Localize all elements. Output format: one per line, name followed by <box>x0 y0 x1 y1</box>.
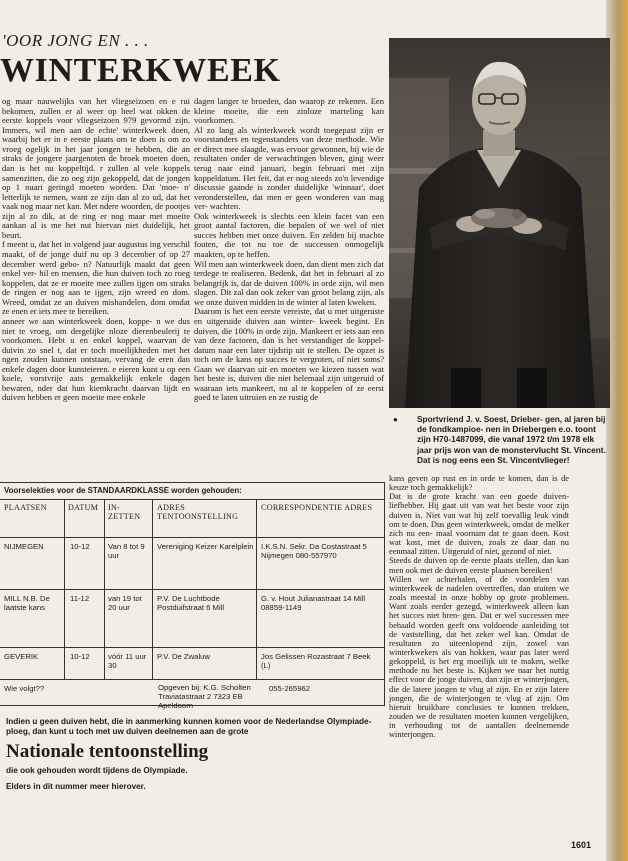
table-cell: G. v. Hout Julianastraat 14 Mill 08859-1149 <box>261 594 366 612</box>
table-cell: Jos Gelissen Rozastraat 7 Beek (L) <box>261 652 371 670</box>
article-headline: WINTERKWEEK <box>0 52 281 89</box>
bullet-icon: ● <box>393 415 398 424</box>
table-footer-phone: 055-265962 <box>269 684 311 693</box>
paragraph: Dat is de grote kracht van een goede duiven- liefhebber. Hij gaat uit van wat het beste voor zijn duiven is. Niet van wat hij zelf toevallig leuk vindt om te doen. Dus geen winterkweek, omdat de melker zich nu een- maal voornam dat te gaan doen. Kost wat kost, met de duiven, zoals ze daar dan nu eenmaal zitten. Uitgeruid of niet, gezond of niet. <box>389 492 569 557</box>
paragraph: Ook winterkweek is slechts een klein facet van een groot aantal factoren, die bepalen of we wel of niet succes hebben met onze duiven. En zelden bij machte fouten, die tot nu toe de successen onmogelijk maakten, op te heffen. <box>194 210 384 259</box>
table-cell: 10-12 <box>70 542 90 551</box>
table-rule <box>0 589 384 590</box>
page-number: 1601 <box>571 840 592 850</box>
table-rule <box>0 679 384 680</box>
table-cell: P.V. De Luchtbode Postduifstraat 6 Mill <box>157 594 225 612</box>
article-kicker: 'OOR JONG EN . . . <box>2 31 149 50</box>
table-footer-contact: Opgeven bij: K.G. Scholten Traviatastraat 2 7323 EB Apeldoorn <box>158 683 251 710</box>
table-footer-left: Wie volgt?? <box>4 684 45 693</box>
table-cell: 11-12 <box>70 594 90 603</box>
paragraph: og maar nauwelijks van het vliegseizoen en e rui bekomen, zullen er al weer op heel wat okken de eerste koppels voor vliegseizoen 979 gevormd zijn. Immers, wil men aan de echte' winterkweek doen, waarbij het er in e eerste plaats om te doen is om zo vroeg ogelijk in het jaar jongen te hebben, die an straks de jongere jaargenoten de broek moeten doen, dan is het nu koppeltijd. r zullen al vele koppels samenzitten, die zo oeg zijn gekoppeld, dat de jongen op 1 nuari geringd moeten worden. Dat 'moe- n' letterlijk te nemen, want ze zijn dan al zo ud, dat het vaak nog maar net kan. Met ndere woorden, de pootjes zijn al zo dik, at de ring er nog maar met moeite aankan al is me het nut hiervan niet duidelijk, het beurt. <box>2 97 190 240</box>
table-cell: NIJMEGEN <box>4 542 44 551</box>
table-cell: GEVERIK <box>4 652 39 661</box>
table-cell: vóór 11 uur 30 <box>108 652 147 670</box>
table-cell: I.K.S.N. Sekr. Da Costastraat 5 Nijmegen 080-557970 <box>261 542 367 560</box>
article-column-1 <box>2 97 190 479</box>
table-cell: van 19 tot 20 uur <box>108 594 142 612</box>
paragraph: anneer we aan winterkweek doen, koppe- n we dus niet te vroeg, om dergelijke nloze dierenbeulerij te voorkomen. Hebt u en enkel koppel, waarvan de duivin zo snel t, dat er toch moeilijkheden met het ngen zouden kunnen ontstaan, vervang de eren dan enkele dagen door kunsteieren. e eieren kunt u op een koele, vorstvrije aats gemakkelijk enkele dagen bewaren, nder dat hun kiemkracht daarvan lijdt en duiven hebben er geen moeite mee enkele <box>2 315 190 403</box>
table-cell: MILL N.B. De laatste kans <box>4 594 50 612</box>
table-cell: Vereniging Keizer Karelplein <box>157 542 254 551</box>
photo-illustration <box>389 38 610 408</box>
column-header: ADRES TENTOONSTELLING <box>157 503 239 521</box>
paragraph: Willen we achterhalen, of de voordelen van winterkweek de nadelen overtreffen, dan stuiten we zoals meestal in onze hobby op grote problemen. Want zoals eerder gezegd, winterkweek alleen kan het succes niet bren- gen. Dat er wel successen mee behaald worden geeft ons voldoende aanleiding tot de vaststelling, dat het zeker wel kan. Omdat de resultaten zo uiteenlopend zijn, zowel van winterkwekers als van hokken, waar pas later werd gekoppeld, is het erg moeilijk uit te maken, welke methode nu het beste is. Kijken we naar het nuttig effect voor de jonge duiven, dan zijn er winterjongen, die de latere jongen te vlug af zijn. En er zijn latere jongen, die de winterjongen te vlug af zijn. Om hieruit bruikbare conclusies te kunnen trekken, zouden we de resultaten moeten kunnen vergelijken, in verhouding tot de aantallen deelnemende winterjongen. <box>389 574 569 740</box>
exhibition-notice <box>0 705 384 845</box>
table-cell: 10-12 <box>70 652 90 661</box>
notice-subline: die ook gehouden wordt tijdens de Olympiade. <box>6 766 188 775</box>
article-column-3 <box>389 474 569 740</box>
schedule-table <box>0 482 385 710</box>
paragraph: Steeds de duiven op de eerste plaats stellen, dan kan men ook met de duiven eerste plaatsen bereiken! <box>389 556 569 575</box>
photo-caption <box>393 414 608 465</box>
table-cell: P.V. De Zwaluw <box>157 652 210 661</box>
column-header: IN- ZETTEN <box>108 503 141 521</box>
column-header: PLAATSEN <box>4 503 47 512</box>
notice-intro: Indien u geen duiven hebt, die in aanmerking kunnen komen voor de Nederlandse Olympiade-ploeg, dan kunt u toch met uw duiven deelnemen aan de grote <box>6 717 372 736</box>
article-column-2 <box>194 97 384 479</box>
table-rule <box>0 647 384 648</box>
table-rule <box>64 499 65 679</box>
paragraph: Wil men aan winterkweek doen, dan dient men zich dat terdege te realiseren. Bedenk, dat het in februari al zo belangrijk is, dat de duiven 100% in orde zijn, wil men slagen. Dit zal dan ook zeker van groot belang zijn, als we onze duiven midden in de winter al laten kweken. <box>194 258 384 307</box>
notice-reference: Elders in dit nummer meer hierover. <box>6 782 146 791</box>
paragraph: Daarom is het een eerste vereiste, dat u met uitgeruste en uitgeruide duiven aan winter- kweek begint. En duiven, die 100% in orde zijn. Mankeert er iets aan een van deze factoren, dan is het verstandiger de koppel- datum naar een later tijdstip uit te stellen. De opzet is toch om de kans op succes te vergroten, of niet soms? Gaan we daarvan uit en moeten we kiezen tussen wat het beste is, duiven die niet helemaal zijn uitgeruid of waaraan iets mankeert, nu al te koppelen of ze eerst goed te laten uitruien en ze rustig de <box>194 306 384 403</box>
photo-man-holding-pigeon <box>389 38 610 408</box>
table-rule <box>0 537 384 538</box>
paragraph: f meent u, dat het in volgend jaar augustus ing verschil maakt, of de jonge duif nu op 3 december of op 27 december werd gebo- n? Natuurlijk maakt dat geen enkel ver- hil en mensen, die hun duiven toch zo roeg koppelen, dat ze er moeite mee zullen ijgen om straks de ringen er nog aan te ijgen, zijn wreed en dom. Wreed, omdat ze an duiven mishandelen, dom omdat ze enen er iets mee te bereiken. <box>2 239 190 317</box>
caption-text: Sportvriend J. v. Soest, Drieber- gen, al jaren bij de fondkampioe- nen in Driebergen e.o. toont zijn H70-1487099, die vanaf 1972 t/m 1978 elk jaar prijs won van de monstervlucht St. Vincent. Dat is nog eens een St. Vincentvlieger! <box>417 414 606 465</box>
table-rule <box>256 499 257 679</box>
column-header: DATUM <box>68 503 99 512</box>
table-rule <box>152 499 153 679</box>
paragraph: Al zo lang als winterkweek wordt toegepast zijn er voorstanders en tegenstanders van deze methode. Wie er direct mee slaagde, was ervoor gewonnen, bij wie de resultaten onder de verwachtingen bleven, ging weer terug naar eind januari, begin februari met zijn koppeldatum. Het feit, dat er nog steeds zo'n levendige discussie gaande is zonder duidelijke 'winnaar', doet veronderstellen, dat men er geen wonderen van mag ver- wachten. <box>194 124 384 212</box>
notice-title: Nationale tentoonstelling <box>6 741 209 762</box>
column-header: CORRESPONDENTIE ADRES <box>261 503 373 512</box>
schedule-title: Voorselekties voor de STANDAARDKLASSE worden gehouden: <box>4 486 242 495</box>
table-rule <box>104 499 105 679</box>
paragraph: kans geven op rust en in orde te komen, dan is de keuze toch gemakkelijk? <box>389 474 569 493</box>
table-rule <box>0 499 384 500</box>
table-cell: Van 8 tot 9 uur <box>108 542 145 560</box>
paragraph: dagen langer te broeden, dan waarop ze rekenen. Een kleine moeite, die een zinloze marteling kan voorkomen. <box>194 97 384 126</box>
